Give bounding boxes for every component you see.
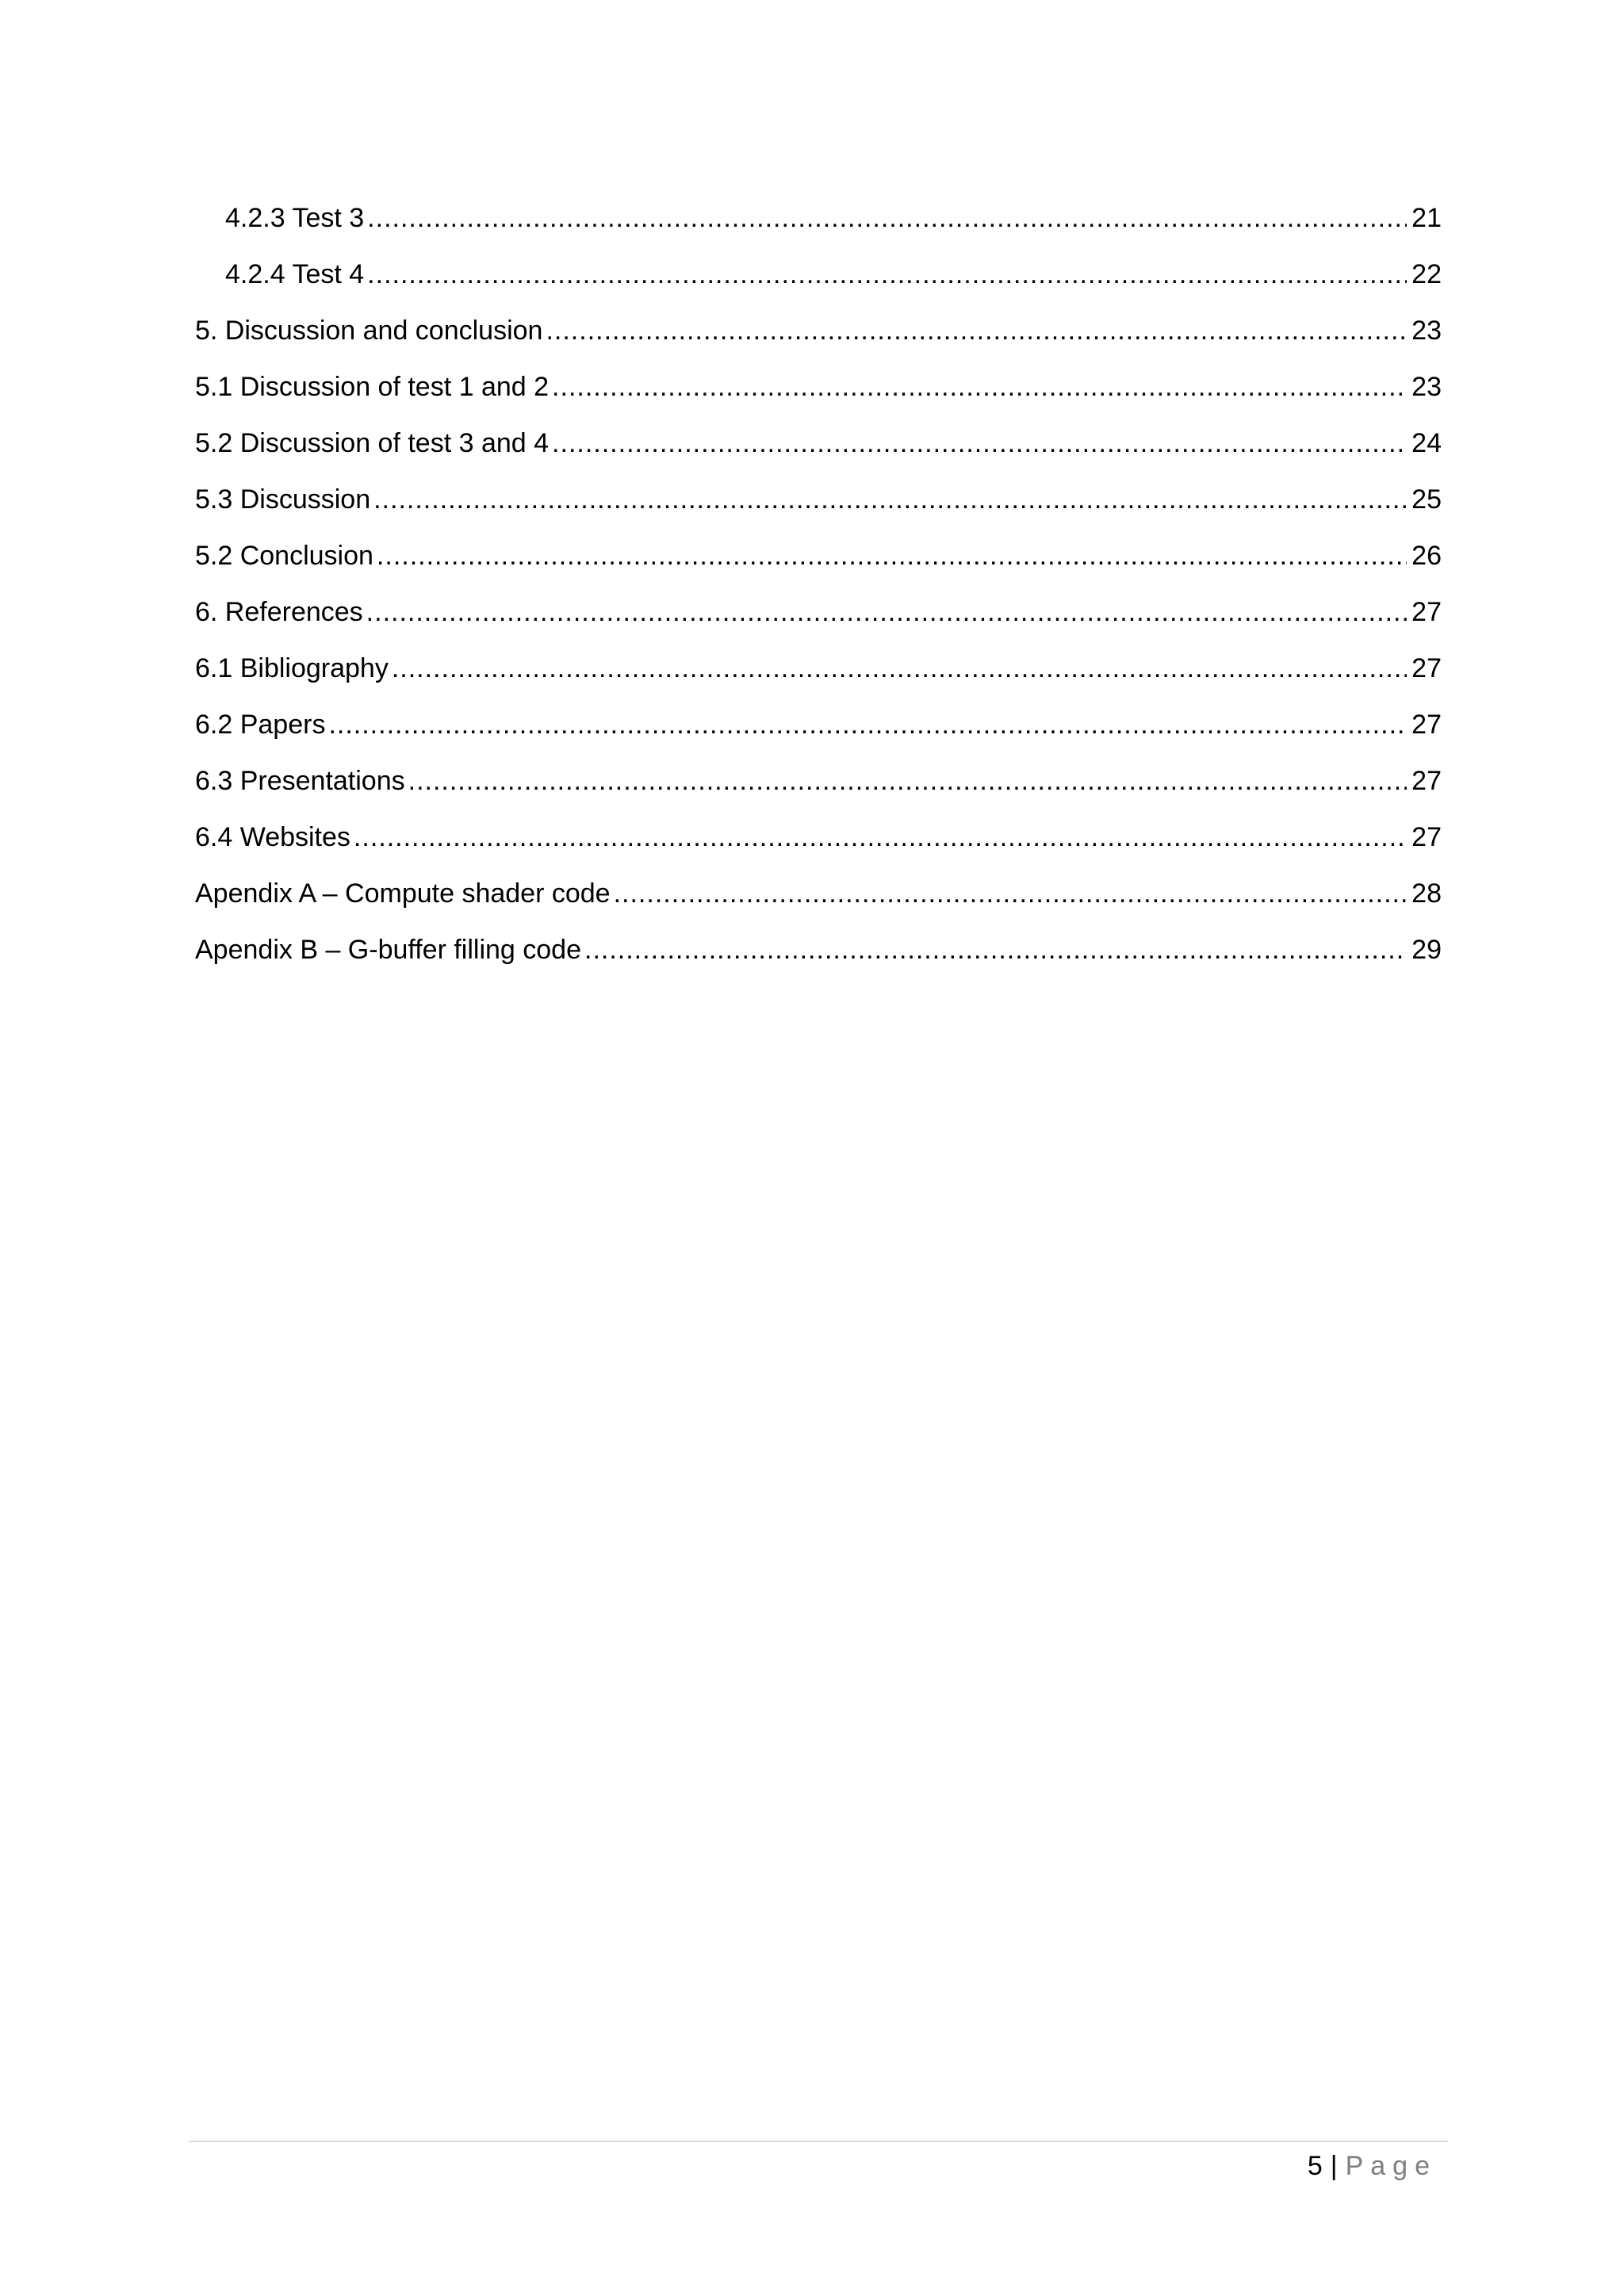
toc-entry[interactable] [195, 809, 1442, 866]
toc-entry-title: 4.2.3 Test 3 [225, 203, 365, 233]
toc-entry-title: 6.3 Presentations [195, 766, 405, 796]
toc-dot-leader [546, 303, 1407, 359]
toc-entry-page: 25 [1411, 484, 1442, 515]
toc-dot-leader [366, 584, 1408, 641]
toc-entry[interactable] [195, 303, 1442, 359]
toc-entry-page: 27 [1411, 597, 1442, 627]
toc-entry-page: 28 [1411, 878, 1442, 909]
toc-entry[interactable] [195, 866, 1442, 922]
toc-entry-page: 21 [1411, 203, 1442, 233]
toc-entry-title: 6. References [195, 597, 363, 627]
toc-entry[interactable] [195, 697, 1442, 753]
toc-entry-page: 29 [1411, 935, 1442, 965]
toc-entry[interactable] [195, 753, 1442, 809]
toc-dot-leader [367, 247, 1407, 303]
toc-entry-title: Apendix A – Compute shader code [195, 878, 611, 909]
toc-entry-title: 6.4 Websites [195, 822, 350, 852]
toc-entry-page: 23 [1411, 316, 1442, 346]
footer-page-number: 5 [1307, 2151, 1323, 2181]
toc-entry[interactable] [195, 359, 1442, 415]
toc-dot-leader [614, 866, 1408, 922]
footer-separator: | [1330, 2151, 1338, 2181]
toc-entry-title: Apendix B – G-buffer filling code [195, 935, 581, 965]
toc-entry-page: 23 [1411, 372, 1442, 402]
toc-entry[interactable] [195, 922, 1442, 978]
toc-entry-page: 27 [1411, 766, 1442, 796]
toc-entry-title: 5. Discussion and conclusion [195, 316, 543, 346]
page-footer [1308, 2144, 1437, 2188]
toc-dot-leader [584, 922, 1407, 978]
toc-entry-page: 27 [1411, 822, 1442, 852]
toc-dot-leader [367, 190, 1407, 247]
toc-dot-leader [552, 359, 1407, 415]
toc-entry-title: 5.1 Discussion of test 1 and 2 [195, 372, 550, 402]
table-of-contents [195, 190, 1442, 978]
toc-entry-page: 22 [1411, 259, 1442, 289]
toc-entry-page: 27 [1411, 653, 1442, 683]
toc-dot-leader [408, 753, 1408, 809]
toc-entry-page: 27 [1411, 710, 1442, 740]
toc-dot-leader [354, 809, 1407, 866]
toc-entry-title: 5.3 Discussion [195, 484, 371, 515]
toc-entry-page: 26 [1411, 541, 1442, 571]
footer-page-label: Page [1345, 2151, 1437, 2181]
toc-entry-page: 24 [1411, 428, 1442, 458]
footer-divider [189, 2141, 1448, 2142]
toc-entry-title: 5.2 Conclusion [195, 541, 373, 571]
toc-entry[interactable] [195, 528, 1442, 584]
toc-entry[interactable] [195, 247, 1442, 303]
toc-dot-leader [377, 528, 1407, 584]
toc-entry[interactable] [195, 472, 1442, 528]
toc-entry[interactable] [195, 641, 1442, 697]
toc-entry[interactable] [195, 584, 1442, 641]
toc-dot-leader [328, 697, 1407, 753]
toc-dot-leader [373, 472, 1407, 528]
toc-entry-title: 4.2.4 Test 4 [225, 259, 365, 289]
toc-dot-leader [552, 415, 1407, 472]
toc-dot-leader [392, 641, 1407, 697]
toc-entry[interactable] [195, 415, 1442, 472]
toc-entry-title: 6.1 Bibliography [195, 653, 389, 683]
toc-entry[interactable] [195, 190, 1442, 247]
toc-entry-title: 6.2 Papers [195, 710, 326, 740]
toc-entry-title: 5.2 Discussion of test 3 and 4 [195, 428, 550, 458]
